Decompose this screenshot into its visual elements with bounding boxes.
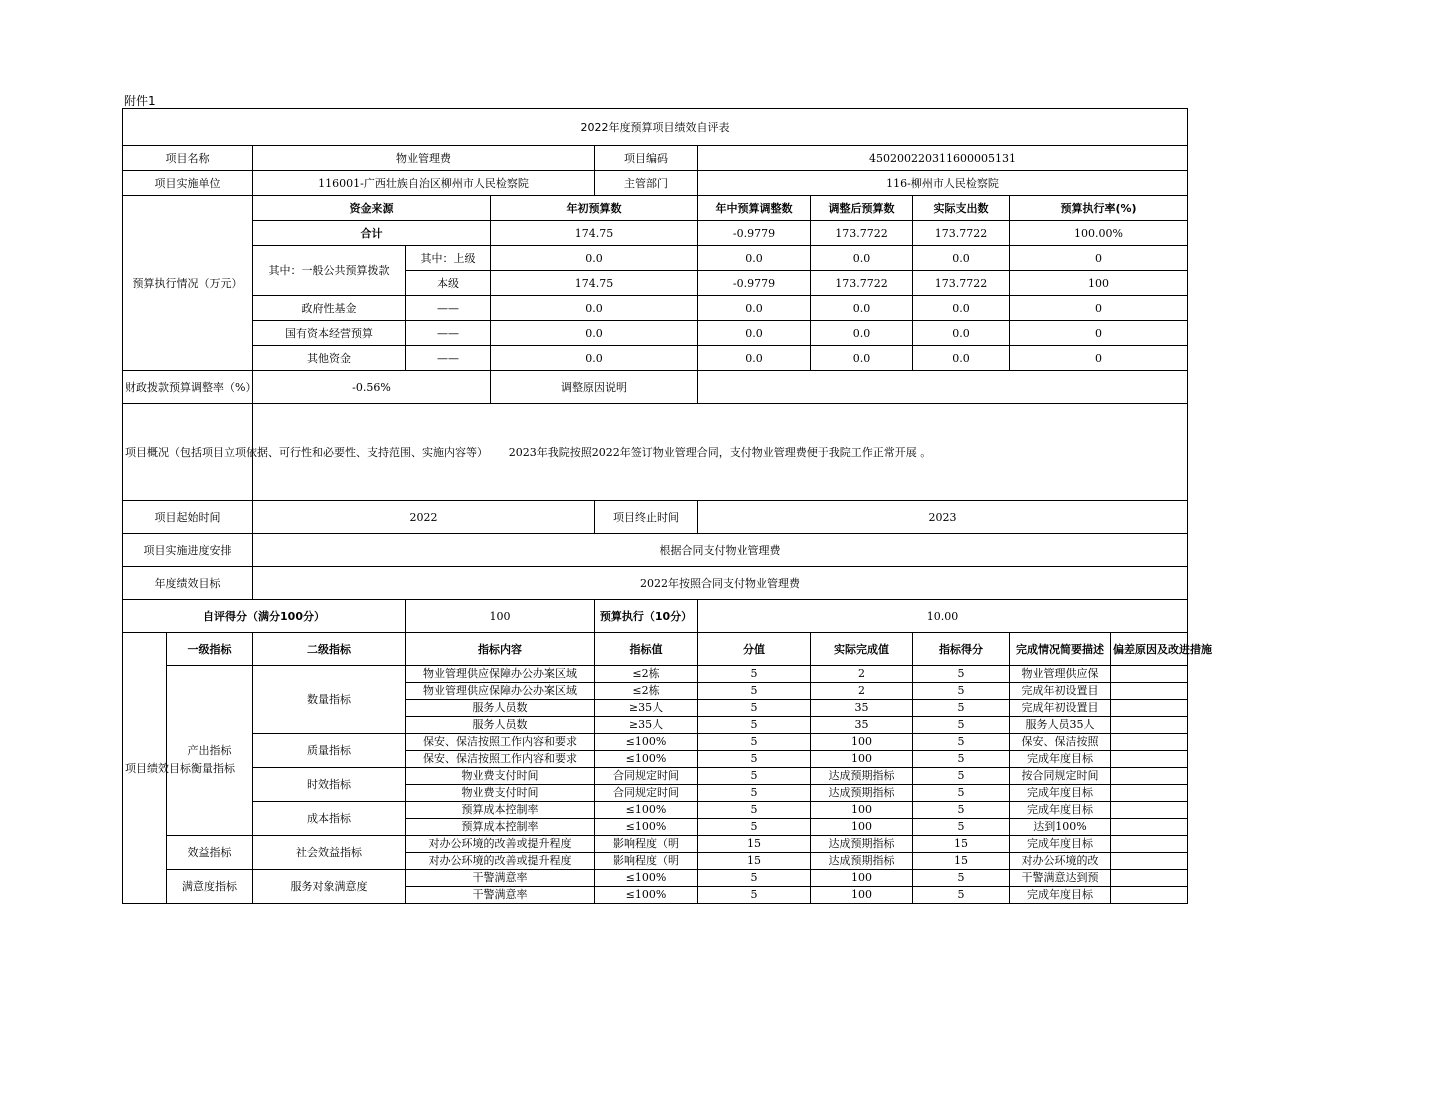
indicator-actual: 100 — [811, 802, 913, 819]
indicator-reason — [1111, 870, 1188, 887]
end-time-label: 项目终止时间 — [595, 501, 698, 534]
gov-fund-actual: 0.0 — [913, 296, 1010, 321]
indicator-desc: 完成年度目标 — [1010, 836, 1111, 853]
indicator-score: 5 — [913, 700, 1010, 717]
indicator-score: 5 — [913, 887, 1010, 904]
adjust-rate-value: -0.56% — [253, 371, 491, 404]
total-label: 合计 — [253, 221, 491, 246]
indicator-weight: 5 — [698, 734, 811, 751]
indicator-score: 5 — [913, 717, 1010, 734]
end-time-value: 2023 — [698, 501, 1188, 534]
other-fund-initial: 0.0 — [491, 346, 698, 371]
indicator-score: 5 — [913, 870, 1010, 887]
level2-social-benefit: 社会效益指标 — [253, 836, 406, 870]
indicator-section-label: 项目绩效目标衡量指标 — [123, 633, 167, 904]
budget-header-source: 资金来源 — [253, 196, 491, 221]
other-fund-actual: 0.0 — [913, 346, 1010, 371]
indicator-reason — [1111, 683, 1188, 700]
general-budget-label: 其中：一般公共预算拨款 — [253, 246, 406, 296]
indicator-reason — [1111, 853, 1188, 870]
gov-fund-rate: 0 — [1010, 296, 1188, 321]
other-fund-rate: 0 — [1010, 346, 1188, 371]
budget-header-rate: 预算执行率(%) — [1010, 196, 1188, 221]
upper-label: 其中：上级 — [406, 246, 491, 271]
indicator-content: 保安、保洁按照工作内容和要求 — [406, 734, 595, 751]
upper-rate: 0 — [1010, 246, 1188, 271]
budget-header-adjusted: 调整后预算数 — [811, 196, 913, 221]
indicator-desc: 完成年度目标 — [1010, 887, 1111, 904]
indicator-target: ≤100% — [595, 870, 698, 887]
ind-header-actual: 实际完成值 — [811, 633, 913, 666]
local-label: 本级 — [406, 271, 491, 296]
indicator-score: 5 — [913, 734, 1010, 751]
self-score-value: 100 — [406, 600, 595, 633]
indicator-target: 合同规定时间 — [595, 768, 698, 785]
unit-value: 116001-广西壮族自治区柳州市人民检察院 — [253, 171, 595, 196]
indicator-desc: 完成年初设置目 — [1010, 700, 1111, 717]
state-capital-dash: —— — [406, 321, 491, 346]
indicator-reason — [1111, 700, 1188, 717]
indicator-score: 5 — [913, 819, 1010, 836]
ind-header-weight: 分值 — [698, 633, 811, 666]
budget-header-actual: 实际支出数 — [913, 196, 1010, 221]
exec-score-value: 10.00 — [698, 600, 1188, 633]
indicator-actual: 2 — [811, 683, 913, 700]
indicator-desc: 按合同规定时间 — [1010, 768, 1111, 785]
local-adjust: -0.9779 — [698, 271, 811, 296]
indicator-weight: 5 — [698, 666, 811, 683]
indicator-desc: 达到100% — [1010, 819, 1111, 836]
unit-label: 项目实施单位 — [123, 171, 253, 196]
other-fund-dash: —— — [406, 346, 491, 371]
indicator-content: 物业管理供应保障办公办案区域 — [406, 683, 595, 700]
local-actual: 173.7722 — [913, 271, 1010, 296]
indicator-target: ≤2栋 — [595, 666, 698, 683]
state-capital-label: 国有资本经营预算 — [253, 321, 406, 346]
level2-timeliness: 时效指标 — [253, 768, 406, 802]
indicator-weight: 5 — [698, 887, 811, 904]
indicator-weight: 5 — [698, 683, 811, 700]
overview-text: 2023年我院按照2022年签订物业管理合同，支付物业管理费便于我院工作正常开展 。 — [253, 404, 1188, 501]
indicator-target: ≤100% — [595, 734, 698, 751]
indicator-content: 服务人员数 — [406, 717, 595, 734]
indicator-actual: 35 — [811, 700, 913, 717]
adjust-reason-value — [698, 371, 1188, 404]
total-actual: 173.7722 — [913, 221, 1010, 246]
start-time-label: 项目起始时间 — [123, 501, 253, 534]
goal-text: 2022年按照合同支付物业管理费 — [253, 567, 1188, 600]
ind-header-content: 指标内容 — [406, 633, 595, 666]
indicator-target: ≤100% — [595, 751, 698, 768]
adjust-reason-label: 调整原因说明 — [491, 371, 698, 404]
dept-value: 116-柳州市人民检察院 — [698, 171, 1188, 196]
indicator-desc: 服务人员35人 — [1010, 717, 1111, 734]
total-initial: 174.75 — [491, 221, 698, 246]
indicator-target: ≤100% — [595, 802, 698, 819]
indicator-score: 5 — [913, 785, 1010, 802]
gov-fund-adjusted: 0.0 — [811, 296, 913, 321]
indicator-score: 5 — [913, 751, 1010, 768]
indicator-actual: 达成预期指标 — [811, 836, 913, 853]
indicator-desc: 干警满意达到预 — [1010, 870, 1111, 887]
indicator-weight: 5 — [698, 717, 811, 734]
other-fund-adjusted: 0.0 — [811, 346, 913, 371]
local-rate: 100 — [1010, 271, 1188, 296]
indicator-reason — [1111, 768, 1188, 785]
goal-label: 年度绩效目标 — [123, 567, 253, 600]
level2-quantity: 数量指标 — [253, 666, 406, 734]
indicator-content: 物业管理供应保障办公办案区域 — [406, 666, 595, 683]
indicator-content: 保安、保洁按照工作内容和要求 — [406, 751, 595, 768]
self-score-label: 自评得分（满分100分） — [123, 600, 406, 633]
level2-quality: 质量指标 — [253, 734, 406, 768]
ind-header-target: 指标值 — [595, 633, 698, 666]
budget-header-initial: 年初预算数 — [491, 196, 698, 221]
overview-label: 项目概况（包括项目立项依据、可行性和必要性、支持范围、实施内容等） — [123, 404, 253, 501]
ind-header-level2: 二级指标 — [253, 633, 406, 666]
project-name: 物业管理费 — [253, 146, 595, 171]
gov-fund-label: 政府性基金 — [253, 296, 406, 321]
budget-section-label: 预算执行情况（万元） — [123, 196, 253, 371]
indicator-actual: 35 — [811, 717, 913, 734]
indicator-score: 5 — [913, 666, 1010, 683]
adjust-rate-label: 财政拨款预算调整率（%） — [123, 371, 253, 404]
indicator-reason — [1111, 666, 1188, 683]
total-rate: 100.00% — [1010, 221, 1188, 246]
indicator-actual: 100 — [811, 734, 913, 751]
indicator-actual: 达成预期指标 — [811, 768, 913, 785]
indicator-score: 5 — [913, 683, 1010, 700]
level2-cost: 成本指标 — [253, 802, 406, 836]
project-code-label: 项目编码 — [595, 146, 698, 171]
state-capital-initial: 0.0 — [491, 321, 698, 346]
attachment-label: 附件1 — [124, 94, 156, 108]
indicator-desc: 完成年度目标 — [1010, 751, 1111, 768]
page-title: 2022年度预算项目绩效自评表 — [123, 109, 1188, 146]
upper-initial: 0.0 — [491, 246, 698, 271]
indicator-reason — [1111, 836, 1188, 853]
upper-adjust: 0.0 — [698, 246, 811, 271]
indicator-weight: 5 — [698, 870, 811, 887]
exec-score-label: 预算执行（10分） — [595, 600, 698, 633]
project-name-label: 项目名称 — [123, 146, 253, 171]
indicator-content: 对办公环境的改善或提升程度 — [406, 853, 595, 870]
indicator-target: ≤100% — [595, 887, 698, 904]
ind-header-reason: 偏差原因及改进措施 — [1111, 633, 1188, 666]
indicator-content: 对办公环境的改善或提升程度 — [406, 836, 595, 853]
indicator-weight: 5 — [698, 819, 811, 836]
indicator-content: 物业费支付时间 — [406, 768, 595, 785]
indicator-target: 影响程度（明 — [595, 853, 698, 870]
indicator-desc: 完成年初设置目 — [1010, 683, 1111, 700]
indicator-desc: 对办公环境的改 — [1010, 853, 1111, 870]
indicator-weight: 5 — [698, 802, 811, 819]
upper-adjusted: 0.0 — [811, 246, 913, 271]
indicator-weight: 5 — [698, 785, 811, 802]
start-time-value: 2022 — [253, 501, 595, 534]
indicator-weight: 5 — [698, 768, 811, 785]
indicator-actual: 100 — [811, 819, 913, 836]
ind-header-level1: 一级指标 — [167, 633, 253, 666]
gov-fund-dash: —— — [406, 296, 491, 321]
indicator-desc: 物业管理供应保 — [1010, 666, 1111, 683]
indicator-target: ≥35人 — [595, 700, 698, 717]
other-fund-adjust: 0.0 — [698, 346, 811, 371]
indicator-target: ≥35人 — [595, 717, 698, 734]
indicator-reason — [1111, 751, 1188, 768]
indicator-desc: 完成年度目标 — [1010, 802, 1111, 819]
indicator-reason — [1111, 717, 1188, 734]
level1-benefit: 效益指标 — [167, 836, 253, 870]
state-capital-adjust: 0.0 — [698, 321, 811, 346]
indicator-actual: 100 — [811, 887, 913, 904]
ind-header-score: 指标得分 — [913, 633, 1010, 666]
indicator-content: 预算成本控制率 — [406, 802, 595, 819]
level2-service-satisfaction: 服务对象满意度 — [253, 870, 406, 904]
dept-label: 主管部门 — [595, 171, 698, 196]
indicator-target: 影响程度（明 — [595, 836, 698, 853]
indicator-desc: 保安、保洁按照 — [1010, 734, 1111, 751]
upper-actual: 0.0 — [913, 246, 1010, 271]
performance-table — [122, 108, 1212, 904]
indicator-weight: 15 — [698, 836, 811, 853]
other-fund-label: 其他资金 — [253, 346, 406, 371]
state-capital-actual: 0.0 — [913, 321, 1010, 346]
level1-output: 产出指标 — [167, 666, 253, 836]
progress-text: 根据合同支付物业管理费 — [253, 534, 1188, 567]
indicator-target: 合同规定时间 — [595, 785, 698, 802]
state-capital-adjusted: 0.0 — [811, 321, 913, 346]
indicator-actual: 达成预期指标 — [811, 785, 913, 802]
indicator-score: 15 — [913, 853, 1010, 870]
indicator-reason — [1111, 785, 1188, 802]
level1-satisfaction: 满意度指标 — [167, 870, 253, 904]
indicator-content: 服务人员数 — [406, 700, 595, 717]
indicator-reason — [1111, 887, 1188, 904]
indicator-target: ≤100% — [595, 819, 698, 836]
budget-header-adjust: 年中预算调整数 — [698, 196, 811, 221]
progress-label: 项目实施进度安排 — [123, 534, 253, 567]
gov-fund-adjust: 0.0 — [698, 296, 811, 321]
gov-fund-initial: 0.0 — [491, 296, 698, 321]
indicator-reason — [1111, 802, 1188, 819]
indicator-actual: 2 — [811, 666, 913, 683]
state-capital-rate: 0 — [1010, 321, 1188, 346]
total-adjust: -0.9779 — [698, 221, 811, 246]
indicator-score: 5 — [913, 768, 1010, 785]
local-initial: 174.75 — [491, 271, 698, 296]
indicator-weight: 15 — [698, 853, 811, 870]
indicator-weight: 5 — [698, 700, 811, 717]
ind-header-desc: 完成情况简要描述 — [1010, 633, 1111, 666]
indicator-actual: 100 — [811, 751, 913, 768]
indicator-reason — [1111, 819, 1188, 836]
indicator-reason — [1111, 734, 1188, 751]
indicator-score: 15 — [913, 836, 1010, 853]
indicator-actual: 达成预期指标 — [811, 853, 913, 870]
indicator-desc: 完成年度目标 — [1010, 785, 1111, 802]
indicator-content: 预算成本控制率 — [406, 819, 595, 836]
indicator-content: 干警满意率 — [406, 887, 595, 904]
local-adjusted: 173.7722 — [811, 271, 913, 296]
indicator-content: 物业费支付时间 — [406, 785, 595, 802]
total-adjusted: 173.7722 — [811, 221, 913, 246]
indicator-content: 干警满意率 — [406, 870, 595, 887]
indicator-target: ≤2栋 — [595, 683, 698, 700]
indicator-score: 5 — [913, 802, 1010, 819]
project-code: 450200220311600005131 — [698, 146, 1188, 171]
indicator-weight: 5 — [698, 751, 811, 768]
indicator-actual: 100 — [811, 870, 913, 887]
